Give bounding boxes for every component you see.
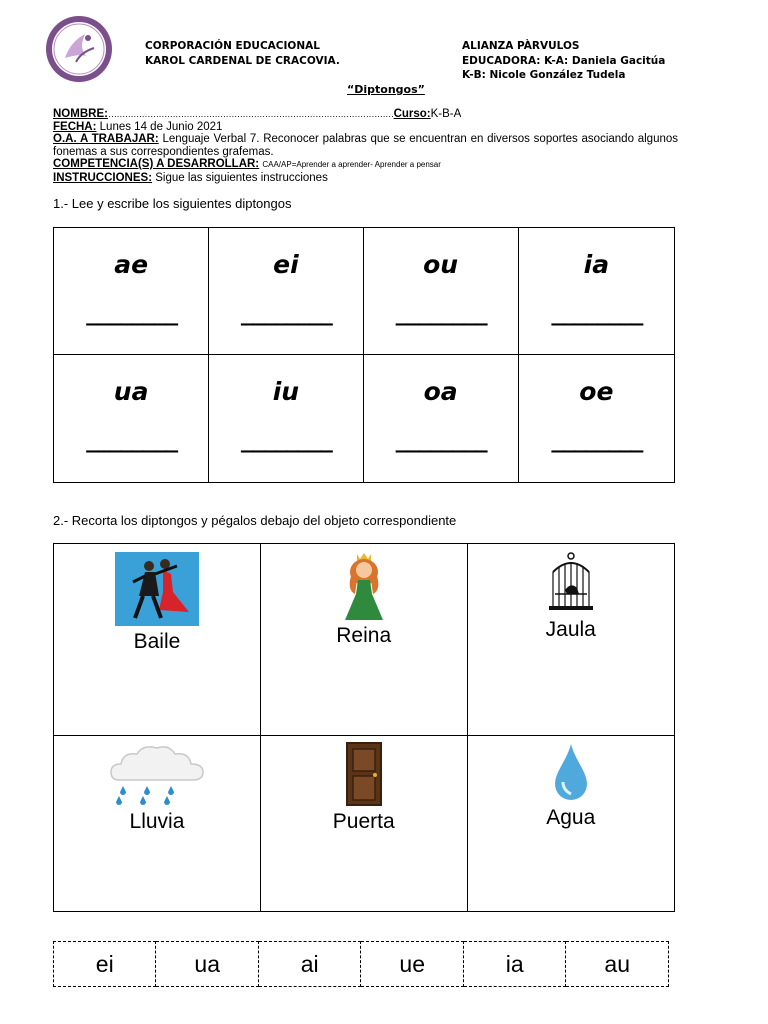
school-name-line1: CORPORACIÓN EDUCACIONAL bbox=[145, 40, 320, 52]
teacher-ka: EDUCADORA: K-A: Daniela Gacitúa bbox=[462, 55, 666, 67]
writing-blank: ________ bbox=[86, 428, 177, 453]
diphthong-cell bbox=[54, 355, 209, 483]
competencia-label: COMPETENCIA(S) A DESARROLLAR: bbox=[53, 158, 260, 170]
fecha-line bbox=[53, 121, 678, 134]
birdcage-icon bbox=[545, 552, 597, 612]
water-drop-icon bbox=[553, 742, 589, 802]
curso-label: Curso: bbox=[393, 108, 431, 120]
writing-blank: ________ bbox=[551, 428, 642, 453]
object-label: Puerta bbox=[332, 810, 395, 833]
object-cell bbox=[467, 736, 675, 912]
oa-line bbox=[53, 133, 678, 158]
cutout-card[interactable]: ue bbox=[361, 942, 464, 987]
queen-icon bbox=[341, 550, 387, 622]
diphthong-cell bbox=[54, 228, 209, 355]
dancers-icon bbox=[115, 552, 199, 626]
nombre-dots: ………………………………………………………………………………………… bbox=[107, 109, 394, 119]
section2-heading: 2.- Recorta los diptongos y pégalos debajo del objeto correspondiente bbox=[53, 513, 457, 528]
cutout-card[interactable]: ia bbox=[463, 942, 565, 987]
fecha-value: Lunes 14 de Junio 2021 bbox=[99, 120, 223, 133]
object-cell bbox=[467, 544, 675, 736]
oa-label: O.A. A TRABAJAR: bbox=[53, 133, 159, 145]
object-label: Agua bbox=[546, 806, 596, 829]
object-cell bbox=[260, 736, 467, 912]
cutout-card[interactable]: au bbox=[566, 942, 669, 987]
nombre-label: NOMBRE: bbox=[53, 108, 108, 120]
cutout-card[interactable]: ua bbox=[156, 942, 259, 987]
object-label: Baile bbox=[133, 630, 181, 653]
object-cell bbox=[260, 544, 467, 736]
diphthong-cell bbox=[518, 228, 674, 355]
cutout-card[interactable]: ai bbox=[258, 942, 360, 987]
object-cell bbox=[54, 544, 261, 736]
writing-blank: ________ bbox=[551, 301, 642, 326]
section1-heading: 1.- Lee y escribe los siguientes diptongos bbox=[53, 196, 292, 211]
teacher-kb: K-B: Nicole González Tudela bbox=[462, 69, 626, 81]
instrucciones-label: INSTRUCCIONES: bbox=[53, 171, 153, 184]
diphthong-text: ei bbox=[273, 250, 299, 279]
cutout-card[interactable]: ei bbox=[54, 942, 156, 987]
writing-blank: ________ bbox=[395, 301, 486, 326]
diphthong-cell bbox=[363, 355, 518, 483]
writing-blank: ________ bbox=[86, 301, 177, 326]
diphthong-cell bbox=[518, 355, 674, 483]
page-title: “Diptongos” bbox=[347, 83, 425, 96]
level-name: ALIANZA PÀRVULOS bbox=[462, 40, 580, 52]
name-line bbox=[53, 108, 678, 121]
diphthong-cell bbox=[209, 355, 363, 483]
school-name-line2: KAROL CARDENAL DE CRACOVIA. bbox=[145, 55, 340, 67]
diphthong-text: ou bbox=[423, 250, 459, 279]
fecha-label: FECHA: bbox=[53, 120, 97, 133]
writing-blank: ________ bbox=[240, 428, 331, 453]
instrucciones-line bbox=[53, 172, 678, 185]
object-label: Reina bbox=[336, 624, 392, 647]
objects-table bbox=[53, 543, 675, 912]
diphthong-text: iu bbox=[272, 377, 300, 406]
diphthong-text: oa bbox=[423, 377, 458, 406]
diphthong-text: ua bbox=[113, 377, 149, 406]
writing-blank: ________ bbox=[240, 301, 331, 326]
diphthong-table bbox=[53, 227, 675, 483]
writing-blank: ________ bbox=[395, 428, 486, 453]
door-icon bbox=[346, 742, 382, 806]
object-cell bbox=[54, 736, 261, 912]
competencia-value: CAA/AP=Aprender a aprender- Aprender a pensar bbox=[262, 160, 441, 169]
object-label: Jaula bbox=[545, 618, 596, 641]
diphthong-text: oe bbox=[579, 377, 614, 406]
diphthong-text: ia bbox=[583, 250, 610, 279]
cutout-strip bbox=[53, 941, 669, 987]
diphthong-cell bbox=[363, 228, 518, 355]
diphthong-cell bbox=[209, 228, 363, 355]
school-seal-icon bbox=[40, 14, 118, 84]
diphthong-text: ae bbox=[114, 250, 149, 279]
curso-value: K-B-A bbox=[430, 108, 462, 120]
oa-value: Lenguaje Verbal 7. Reconocer palabras que se encuentran en diversos soportes asociando algunos fonemas a sus correspondientes grafemas. bbox=[53, 133, 679, 158]
student-info bbox=[53, 108, 678, 184]
competencia-line bbox=[53, 158, 678, 172]
rain-cloud-icon bbox=[109, 742, 205, 806]
object-label: Lluvia bbox=[129, 810, 185, 833]
instrucciones-value: Sigue las siguientes instrucciones bbox=[155, 171, 328, 184]
